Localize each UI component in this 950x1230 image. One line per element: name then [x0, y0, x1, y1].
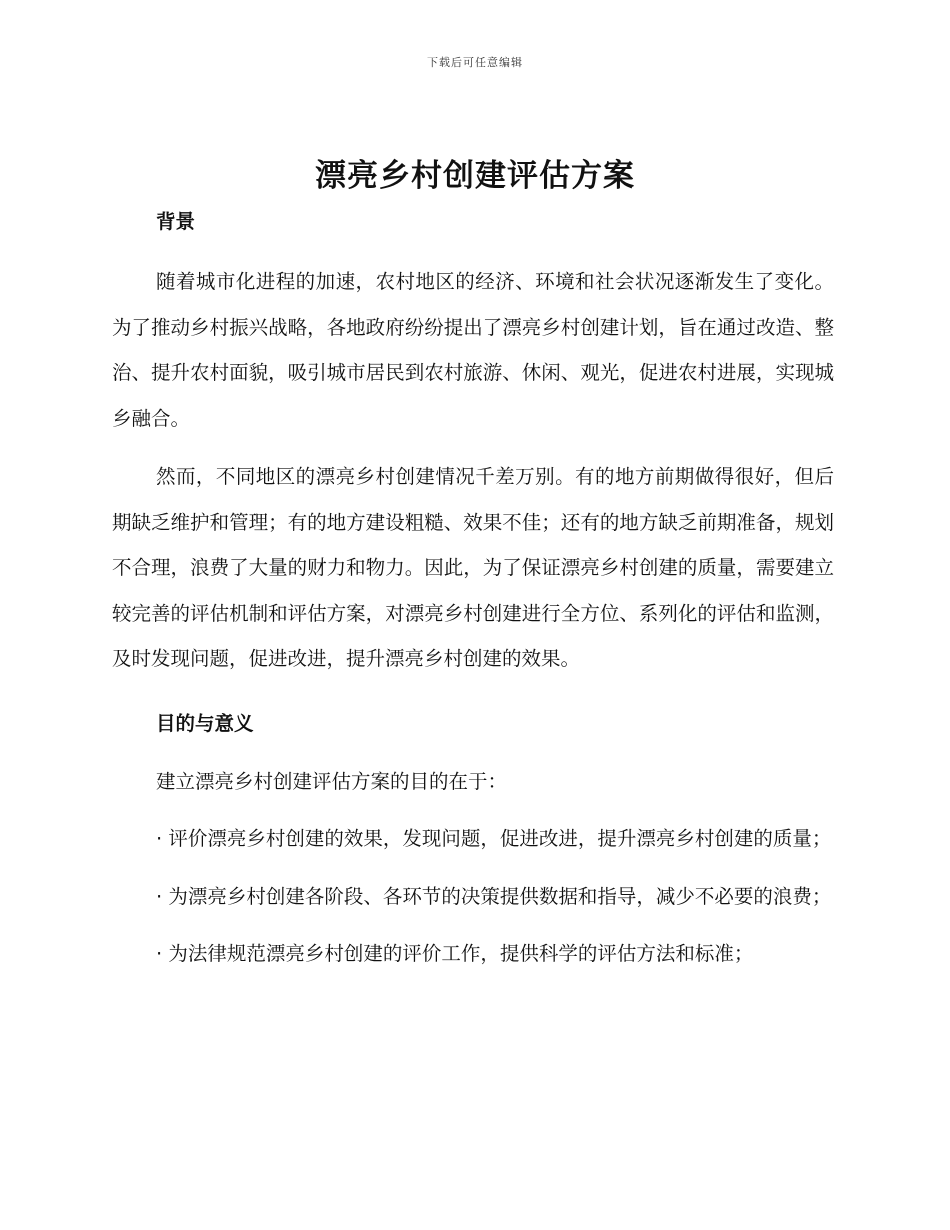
document-body [112, 204, 834, 977]
paragraph-purpose-intro: 建立漂亮乡村创建评估方案的目的在于： [156, 769, 508, 793]
paragraph-background-1: 随着城市化进程的加速，农村地区的经济、环境和社会状况逐渐发生了变化。为了推动乡村振兴战略，各地政府纷纷提出了漂亮乡村创建计划，旨在通过改造、整治、提升农村面貌，吸引城市居民到农村旅游、休闲、观光，促进农村进展，实现城乡融合。 [112, 270, 834, 430]
bullet-item: · 为法律规范漂亮乡村创建的评价工作，提供科学的评估方法和标准； [156, 942, 754, 965]
section-heading-background: 背景 [156, 210, 196, 233]
bullet-item: · 为漂亮乡村创建各阶段、各环节的决策提供数据和指导，减少不必要的浪费； [156, 884, 832, 908]
header-note: 下载后可任意编辑 [427, 56, 523, 69]
section-heading-purpose: 目的与意义 [156, 711, 254, 735]
paragraph-background-2: 然而，不同地区的漂亮乡村创建情况千差万别。有的地方前期做得很好，但后期缺乏维护和管理；有的地方建设粗糙、效果不佳；还有的地方缺乏前期准备，规划不合理，浪费了大量的财力和物力。因此，为了保证漂亮乡村创建的质量，需要建立较完善的评估机制和评估方案，对漂亮乡村创建进行全方位、系列化的评估和监测，及时发现问题，促进改进，提升漂亮乡村创建的效果。 [112, 465, 834, 670]
bullet-item: · 评价漂亮乡村创建的效果，发现问题，促进改进，提升漂亮乡村创建的质量； [156, 827, 832, 850]
document-title: 漂亮乡村创建评估方案 [315, 158, 635, 194]
